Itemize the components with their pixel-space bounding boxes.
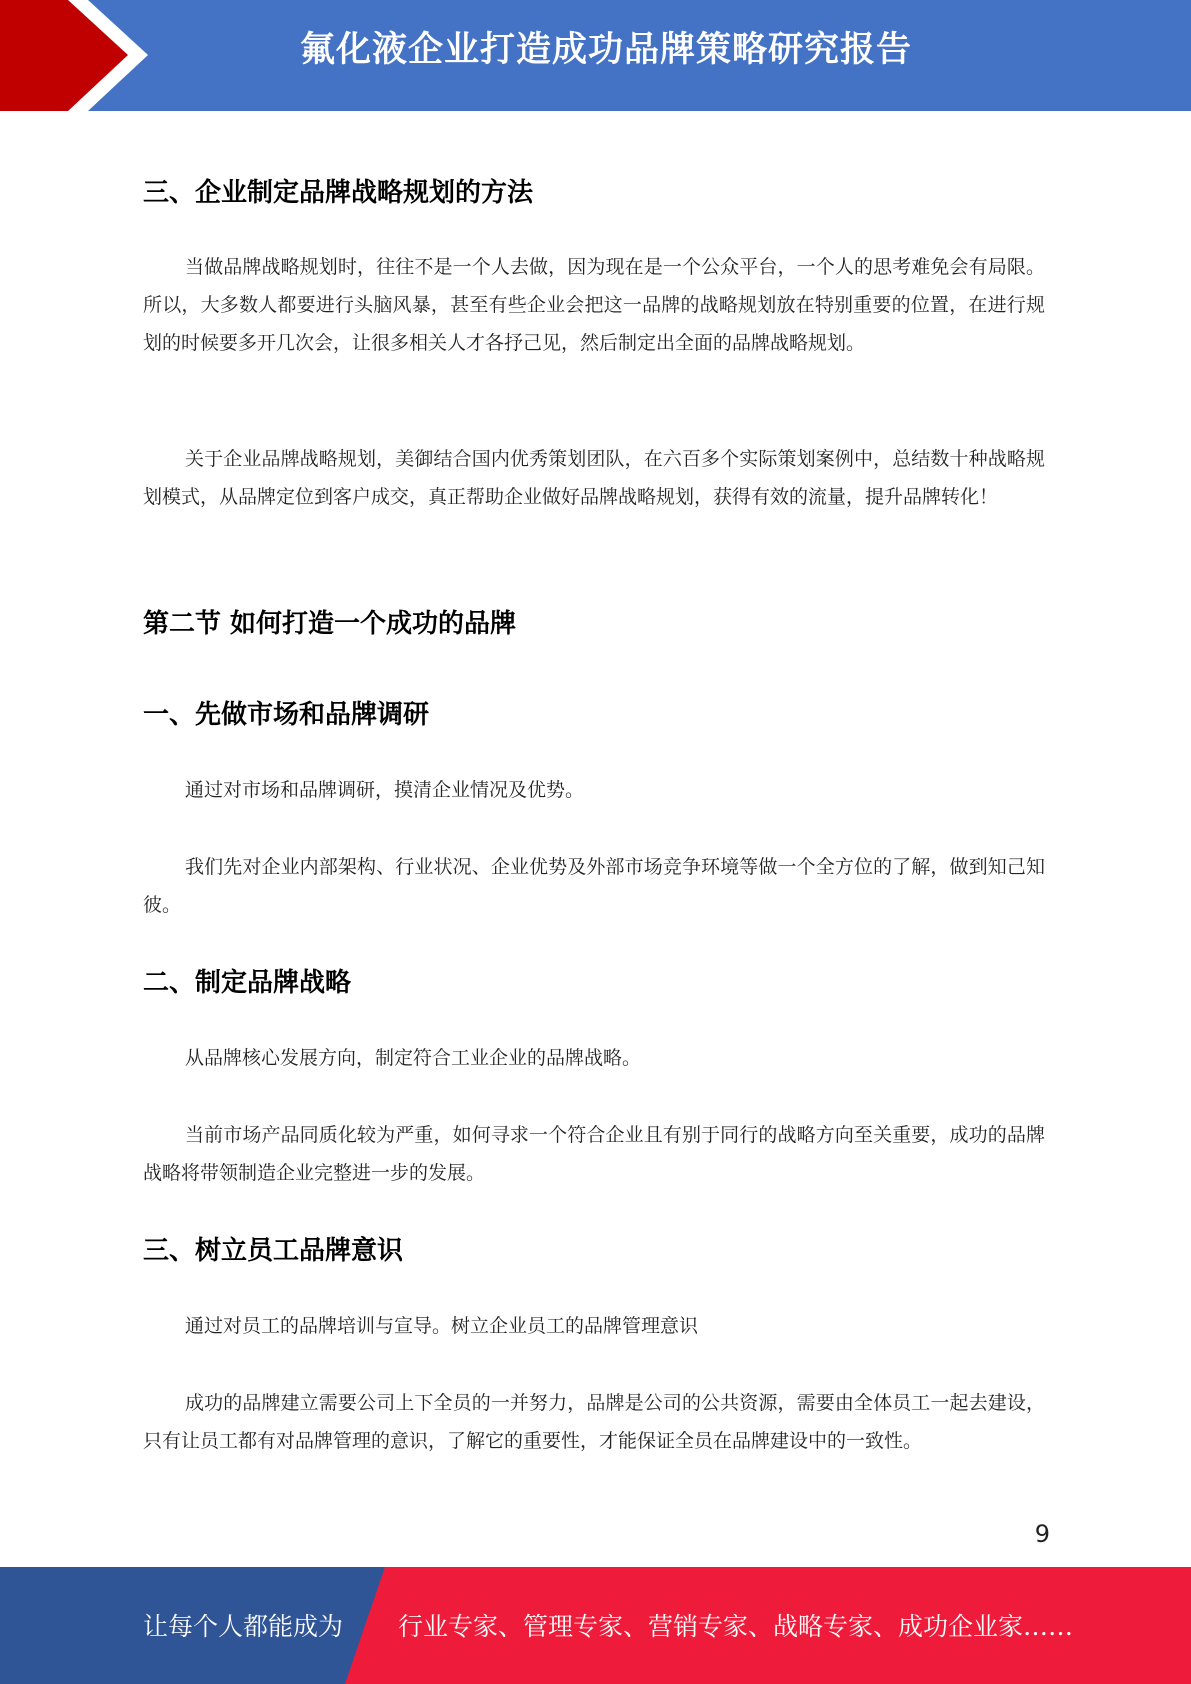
paragraph: 关于企业品牌战略规划，美御结合国内优秀策划团队，在六百多个实际策划案例中，总结数十种战略规划模式，从品牌定位到客户成交，真正帮助企业做好品牌战略规划，获得有效的流量，提升品牌转化！ [143, 448, 1045, 508]
paragraph: 从品牌核心发展方向，制定符合工业企业的品牌战略。 [185, 1047, 642, 1069]
document-title: 氟化液企业打造成功品牌策略研究报告 [300, 30, 913, 70]
page-header [0, 0, 1191, 111]
paragraph: 通过对市场和品牌调研，摸清企业情况及优势。 [185, 779, 585, 801]
page-footer [0, 1567, 1191, 1684]
section-heading-brand-strategy: 二、制定品牌战略 [143, 968, 352, 998]
paragraph: 当做品牌战略规划时，往往不是一个人去做，因为现在是一个公众平台，一个人的思考难免会有局限。所以，大多数人都要进行头脑风暴，甚至有些企业会把这一品牌的战略规划放在特别重要的位置，在进行规划的时候要多开几次会，让很多相关人才各抒己见，然后制定出全面的品牌战略规划。 [143, 256, 1045, 354]
page-number: 9 [1034, 1520, 1050, 1548]
paragraph: 通过对员工的品牌培训与宣导。树立企业员工的品牌管理意识 [185, 1315, 699, 1337]
section-heading-brand-strategy-method: 三、企业制定品牌战略规划的方法 [143, 178, 534, 208]
paragraph: 成功的品牌建立需要公司上下全员的一并努力，品牌是公司的公共资源，需要由全体员工一起去建设，只有让员工都有对品牌管理的意识，了解它的重要性，才能保证全员在品牌建设中的一致性。 [143, 1392, 1045, 1452]
section-heading-market-research: 一、先做市场和品牌调研 [143, 700, 430, 730]
footer-slogan-left: 让每个人都能成为 [143, 1612, 344, 1641]
chapter-heading-build-brand: 第二节 如何打造一个成功的品牌 [143, 609, 517, 639]
paragraph: 我们先对企业内部架构、行业状况、企业优势及外部市场竞争环境等做一个全方位的了解，做到知己知彼。 [143, 856, 1045, 916]
paragraph: 当前市场产品同质化较为严重，如何寻求一个符合企业且有别于同行的战略方向至关重要，成功的品牌战略将带领制造企业完整进一步的发展。 [143, 1124, 1045, 1184]
section-heading-employee-brand-awareness: 三、树立员工品牌意识 [143, 1236, 404, 1266]
footer-slogan-right: 行业专家、管理专家、营销专家、战略专家、成功企业家…… [398, 1612, 1074, 1641]
